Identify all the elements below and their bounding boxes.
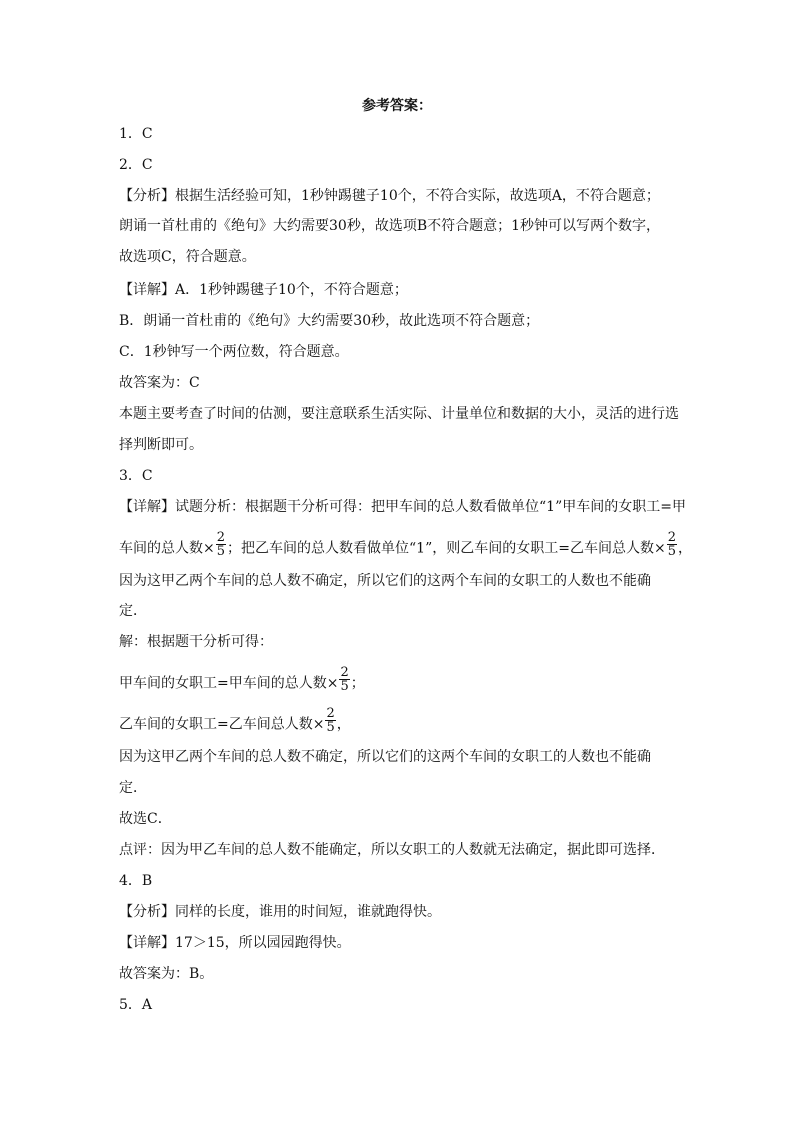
text-segment: 乙车间的女职工=乙车间总人数× (119, 716, 325, 733)
text-segment: 甲车间的女职工=甲车间的总人数× (119, 675, 339, 692)
analysis-line: 故选项C，符合题意。 (119, 249, 256, 265)
answer-line: 故选C． (119, 811, 172, 827)
answer-2: 2．C (119, 157, 153, 173)
summary-line: 择判断即可。 (119, 437, 203, 453)
detail-line: C．1秒钟写一个两位数，符合题意。 (119, 344, 349, 360)
answer-5: 5．A (119, 997, 153, 1013)
detail-line-with-fractions (119, 530, 692, 562)
comment-line: 点评：因为甲乙车间的总人数不能确定，所以女职工的人数就无法确定，据此即可选择． (119, 842, 665, 858)
answer-1: 1．C (119, 126, 153, 142)
fraction (325, 707, 335, 734)
fraction (667, 531, 677, 558)
fraction-numerator: 2 (326, 706, 335, 721)
fraction (216, 531, 226, 558)
solution-line-with-fraction (119, 665, 365, 697)
fraction-numerator: 2 (667, 530, 676, 545)
fraction (339, 666, 349, 693)
analysis-line: 朗诵一首杜甫的《绝句》大约需要30秒，故选项B不符合题意；1秒钟可以写两个数字， (119, 218, 661, 234)
fraction-numerator: 2 (340, 665, 349, 680)
analysis-line: 【分析】根据生活经验可知，1秒钟踢毽子10个，不符合实际，故选项A，不符合题意； (119, 188, 660, 204)
detail-line: 定． (119, 603, 147, 619)
detail-line: 因为这甲乙两个车间的总人数不确定，所以它们的这两个车间的女职工的人数也不能确 (119, 573, 651, 589)
answer-line: 故答案为：B。 (119, 966, 214, 982)
answer-line: 故答案为：C (119, 375, 200, 391)
summary-line: 本题主要考查了时间的估测，要注意联系生活实际、计量单位和数据的大小，灵活的进行选 (119, 406, 679, 422)
text-segment: ； (350, 675, 365, 692)
text-segment: ， (677, 540, 692, 557)
answer-3: 3．C (119, 468, 153, 484)
detail-line: 【详解】17＞15，所以园园跑得快。 (119, 935, 351, 951)
fraction-denominator: 5 (216, 544, 226, 559)
text-segment: ；把乙车间的总人数看做单位“1”，则乙车间的女职工=乙车间总人数× (227, 540, 666, 557)
solution-line-with-fraction (119, 706, 351, 738)
solution-line: 定． (119, 780, 147, 796)
analysis-line: 【分析】同样的长度，谁用的时间短，谁就跑得快。 (119, 904, 441, 920)
detail-line: 【详解】试题分析：根据题干分析可得：把甲车间的总人数看做单位“1”甲车间的女职工=甲 (119, 499, 686, 515)
fraction-denominator: 5 (326, 720, 335, 735)
fraction-denominator: 5 (667, 544, 676, 559)
fraction-numerator: 2 (216, 530, 226, 545)
detail-line: 【详解】A．1秒钟踢毽子10个，不符合题意； (119, 282, 408, 298)
solution-line: 解：根据题干分析可得： (119, 634, 273, 650)
text-segment: 车间的总人数× (119, 540, 215, 557)
fraction-denominator: 5 (340, 679, 349, 694)
page-title: 参考答案： (362, 98, 432, 114)
text-segment: ， (336, 716, 351, 733)
detail-line: B．朗诵一首杜甫的《绝句》大约需要30秒，故此选项不符合题意； (119, 313, 540, 329)
solution-line: 因为这甲乙两个车间的总人数不确定，所以它们的这两个车间的女职工的人数也不能确 (119, 749, 651, 765)
answer-4: 4．B (119, 873, 153, 889)
